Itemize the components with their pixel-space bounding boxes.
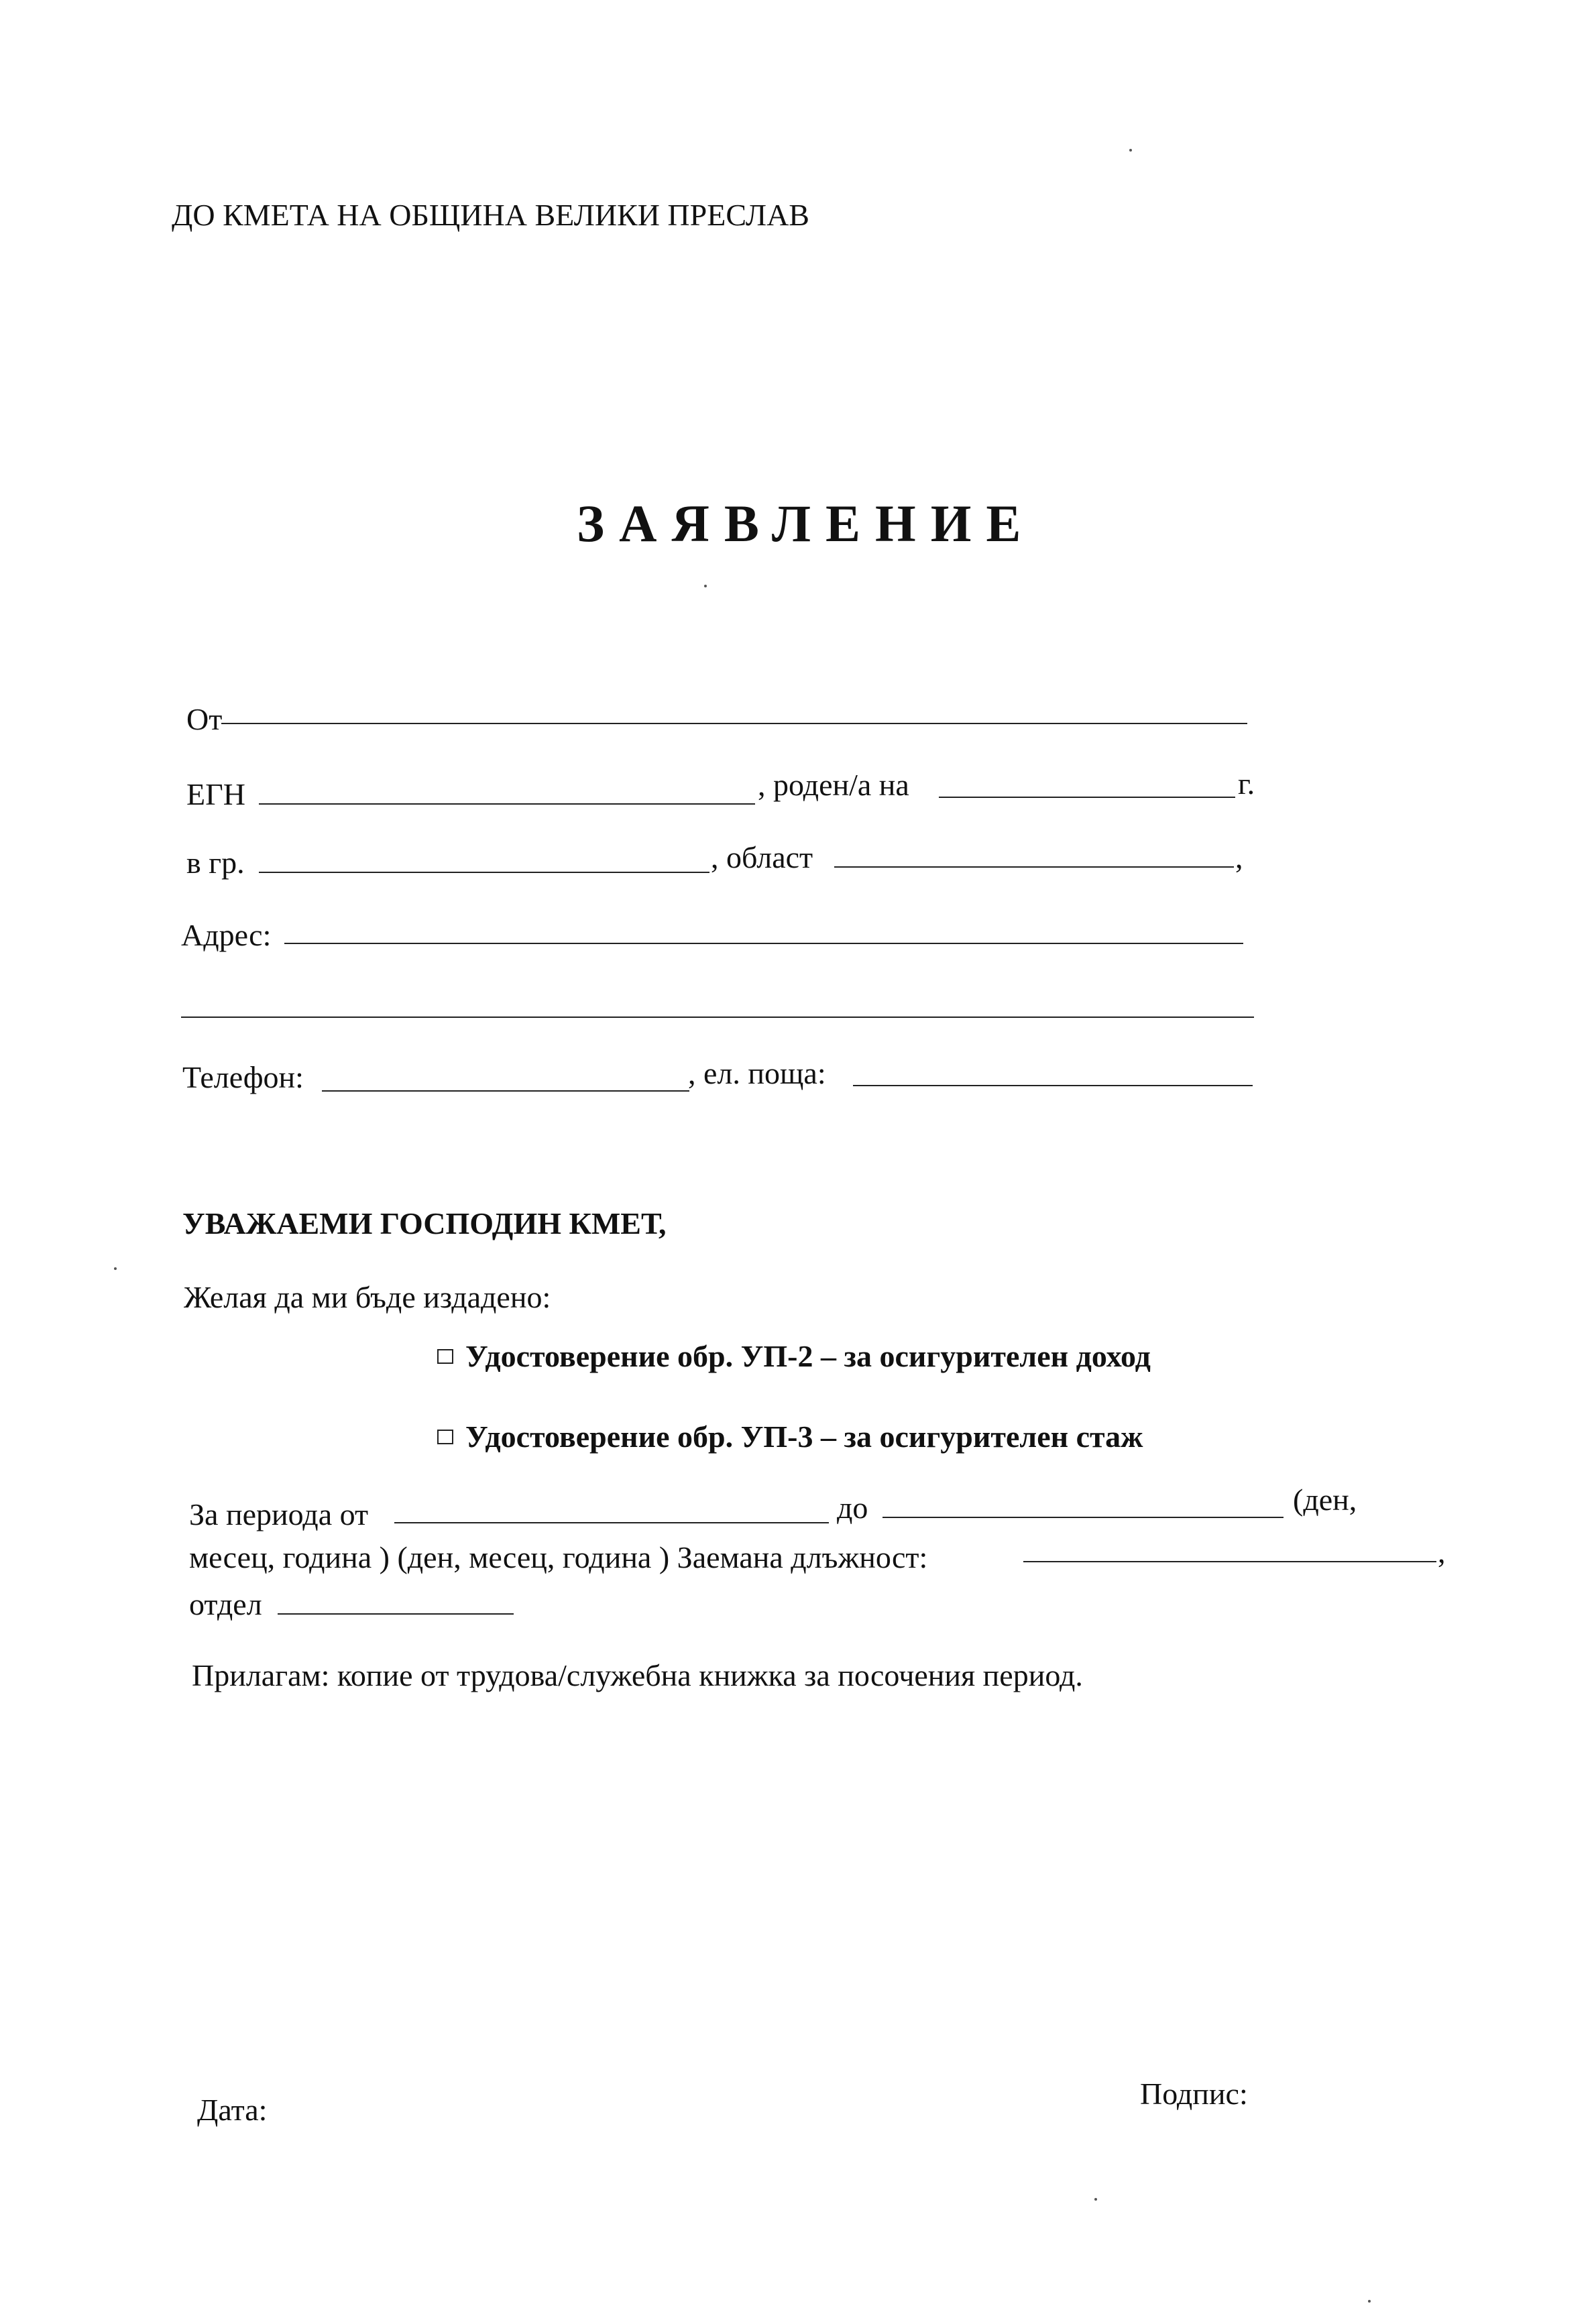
period-line2: месец, година ) (ден, месец, година ) Заемана длъжност: <box>189 1540 928 1574</box>
option-up2[interactable] <box>437 1341 1151 1372</box>
born-label: , роден/а на <box>758 768 909 802</box>
period-to-field[interactable] <box>882 1517 1284 1518</box>
scan-speck <box>1368 2300 1371 2303</box>
signature-label: Подпис: <box>1140 2077 1248 2111</box>
city-field[interactable] <box>259 872 709 873</box>
department-field[interactable] <box>278 1613 514 1615</box>
date-label: Дата: <box>197 2093 268 2127</box>
checkbox-up2[interactable] <box>437 1349 453 1364</box>
period-from-label: За периода от <box>189 1497 369 1531</box>
checkbox-up3[interactable] <box>437 1430 453 1444</box>
phone-label: Телефон: <box>182 1060 304 1094</box>
option-up2-label: Удостоверение обр. УП-2 – за осигурителен доход <box>465 1339 1151 1373</box>
scan-speck <box>1129 149 1132 152</box>
city-label: в гр. <box>186 846 245 880</box>
position-suffix: , <box>1438 1535 1446 1569</box>
option-up3-label: Удостоверение обр. УП-3 – за осигурителен стаж <box>465 1419 1143 1454</box>
phone-field[interactable] <box>322 1090 689 1092</box>
page-title: ЗАЯВЛЕНИЕ <box>577 494 1036 553</box>
option-up3[interactable] <box>437 1419 1143 1454</box>
email-label: , ел. поща: <box>688 1056 826 1090</box>
egn-label: ЕГН <box>186 777 245 811</box>
salutation: УВАЖАЕМИ ГОСПОДИН КМЕТ, <box>182 1206 667 1240</box>
region-field[interactable] <box>834 866 1234 868</box>
region-suffix: , <box>1235 840 1243 874</box>
attachment-note: Прилагам: копие от трудова/служебна книжка за посочения период. <box>192 1658 1083 1692</box>
period-to-label: до <box>837 1491 868 1525</box>
period-day-label: (ден, <box>1293 1483 1357 1517</box>
request-intro: Желая да ми бъде издадено: <box>184 1280 551 1314</box>
year-suffix: г. <box>1238 766 1255 801</box>
region-label: , област <box>711 840 813 874</box>
department-label: отдел <box>189 1587 262 1621</box>
address-field-line2[interactable] <box>181 1017 1254 1018</box>
period-from-field[interactable] <box>394 1522 829 1523</box>
scan-speck <box>114 1267 117 1270</box>
scan-speck <box>1094 2198 1097 2201</box>
email-field[interactable] <box>853 1085 1253 1086</box>
egn-field[interactable] <box>259 803 755 805</box>
from-label: От <box>186 702 223 736</box>
addressee: ДО КМЕТА НА ОБЩИНА ВЕЛИКИ ПРЕСЛАВ <box>172 198 809 232</box>
address-field[interactable] <box>284 943 1243 944</box>
position-field[interactable] <box>1023 1561 1436 1562</box>
address-label: Адрес: <box>181 918 272 952</box>
birth-date-field[interactable] <box>939 797 1235 798</box>
scan-speck <box>704 585 707 587</box>
from-field[interactable] <box>221 723 1247 724</box>
